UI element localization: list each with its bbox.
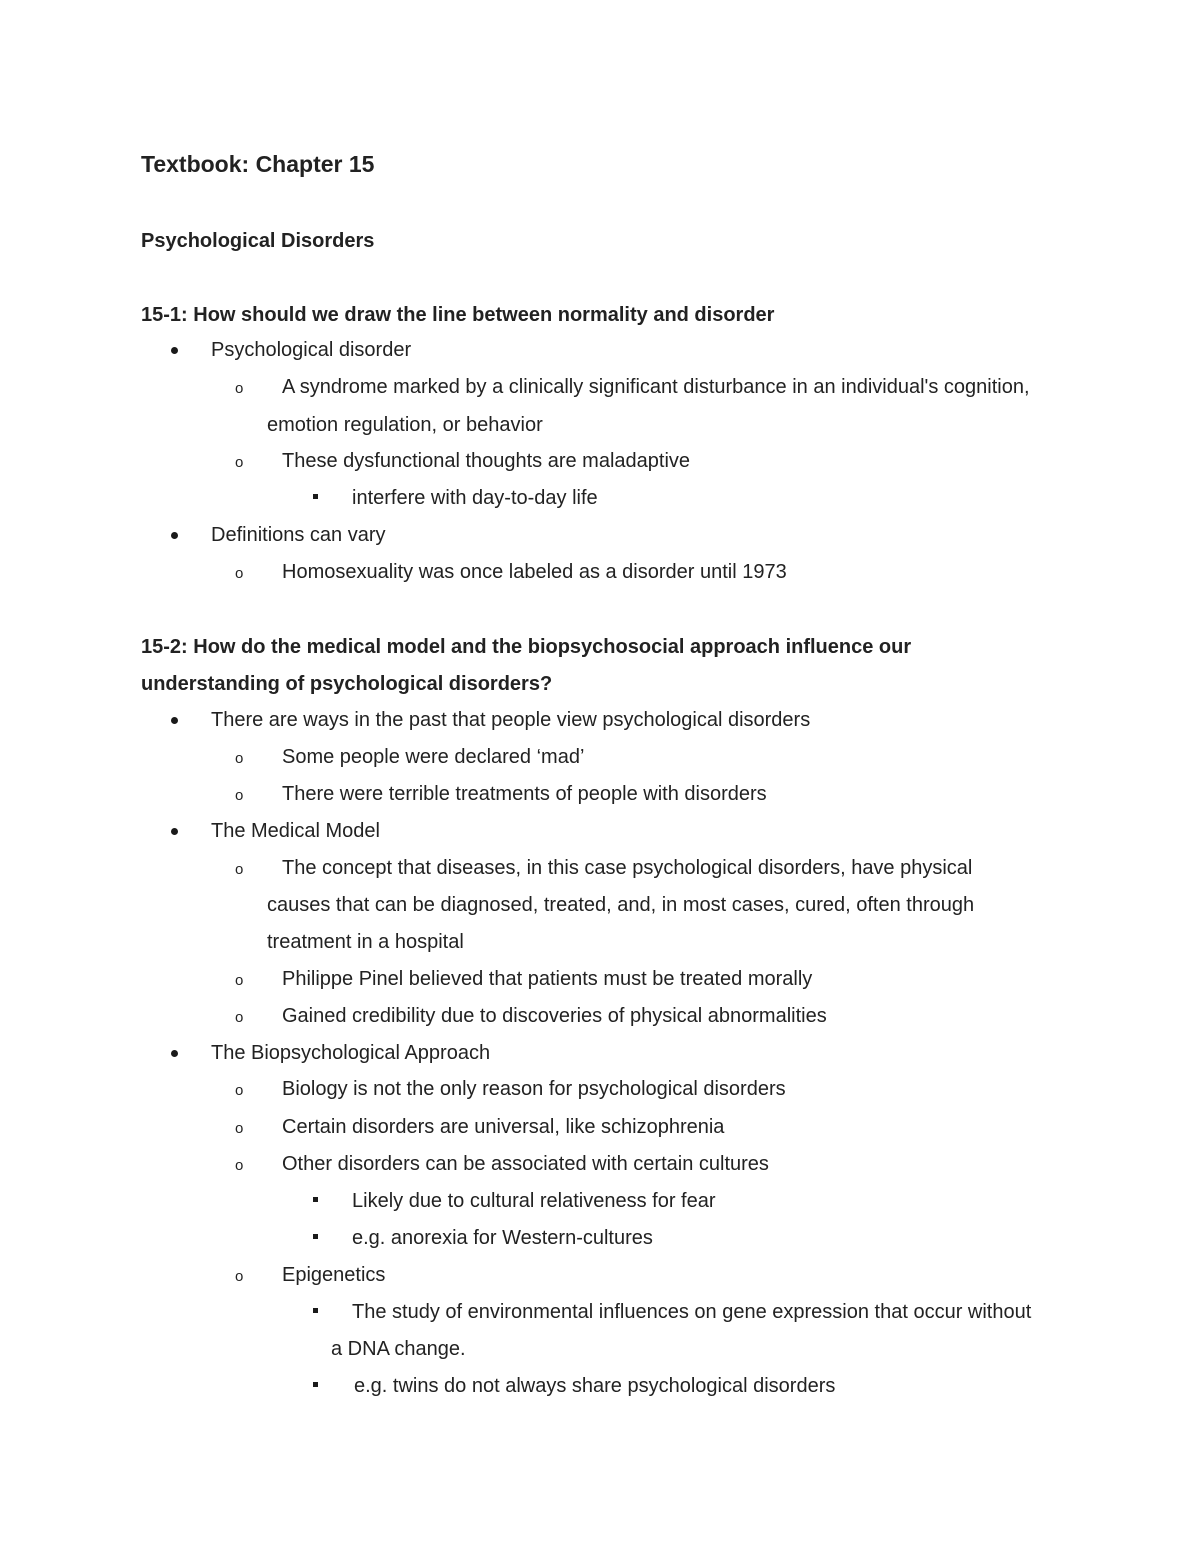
bullet-dot [171,828,178,835]
bullet-circle: o [235,380,244,397]
list-item-continuation: emotion regulation, or behavior [267,414,543,436]
bullet-circle: o [235,565,244,582]
bullet-circle: o [235,1157,244,1174]
bullet-square [313,1308,318,1313]
list-item: Epigenetics [282,1264,386,1286]
list-item: Definitions can vary [211,524,386,546]
list-item: Homosexuality was once labeled as a disorder until 1973 [282,561,787,583]
section-1-heading: 15-1: How should we draw the line between normality and disorder [141,304,775,326]
list-item: These dysfunctional thoughts are maladaptive [282,450,691,472]
bullet-circle: o [235,1268,244,1285]
list-item: Certain disorders are universal, like schizophrenia [282,1116,725,1138]
list-item: The study of environmental influences on gene expression that occur without [352,1301,1032,1323]
list-item-continuation: treatment in a hospital [267,931,464,953]
bullet-dot [171,1050,178,1057]
bullet-circle: o [235,1120,244,1137]
list-item: e.g. twins do not always share psychological disorders [354,1375,836,1397]
bullet-circle: o [235,861,244,878]
page-title: Textbook: Chapter 15 [141,151,375,177]
list-item: interfere with day-to-day life [352,487,598,509]
list-item: The Biopsychological Approach [211,1042,491,1064]
page-subtitle: Psychological Disorders [141,230,375,252]
bullet-circle: o [235,750,244,767]
list-item: Gained credibility due to discoveries of physical abnormalities [282,1005,827,1027]
list-item: The Medical Model [211,820,380,842]
list-item: Some people were declared ‘mad’ [282,746,585,768]
section-2-heading-cont: understanding of psychological disorders? [141,673,553,695]
list-item: Biology is not the only reason for psychological disorders [282,1078,786,1100]
bullet-square [313,1382,318,1387]
bullet-circle: o [235,454,244,471]
list-item: e.g. anorexia for Western-cultures [352,1227,653,1249]
bullet-square [313,1197,318,1202]
bullet-dot [171,532,178,539]
bullet-circle: o [235,1082,244,1099]
bullet-circle: o [235,1009,244,1026]
bullet-square [313,494,318,499]
list-item: The concept that diseases, in this case psychological disorders, have physical [282,857,973,879]
list-item: Other disorders can be associated with certain cultures [282,1153,769,1175]
list-item: There were terrible treatments of people with disorders [282,783,767,805]
section-2-heading: 15-2: How do the medical model and the biopsychosocial approach influence our [141,636,912,658]
list-item: Philippe Pinel believed that patients must be treated morally [282,968,813,990]
list-item-continuation: causes that can be diagnosed, treated, and, in most cases, cured, often through [267,894,975,916]
list-item: There are ways in the past that people view psychological disorders [211,709,811,731]
list-item: A syndrome marked by a clinically significant disturbance in an individual's cognition, [282,376,1030,398]
list-item: Likely due to cultural relativeness for fear [352,1190,716,1212]
list-item: Psychological disorder [211,339,412,361]
bullet-dot [171,717,178,724]
list-item-continuation: a DNA change. [331,1338,466,1360]
bullet-square [313,1234,318,1239]
bullet-dot [171,347,178,354]
bullet-circle: o [235,787,244,804]
bullet-circle: o [235,972,244,989]
